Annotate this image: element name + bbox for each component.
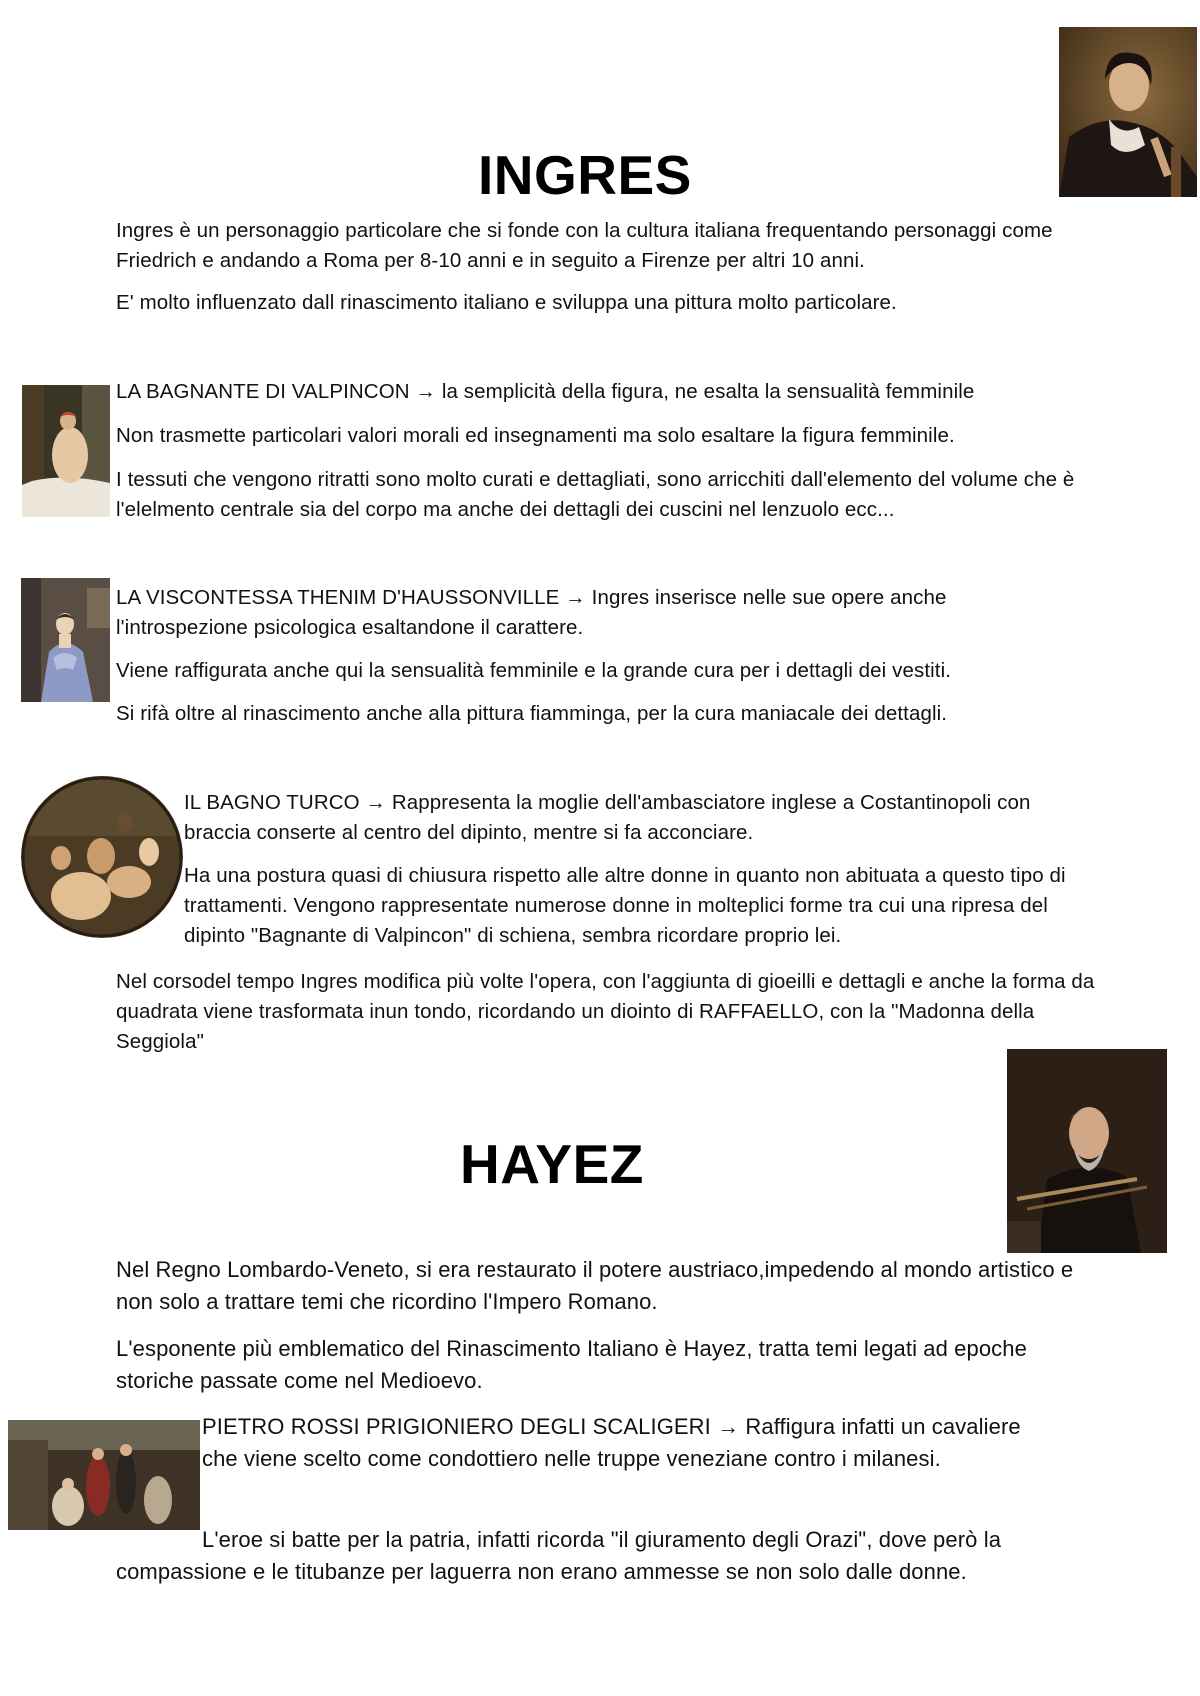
- eroe-paragraph-text: L'eroe si batte per la patria, infatti ricorda "il giuramento degli Orazi", dove però la compassione e le titubanze per laguerra non erano ammesse se non solo dalle donne.: [116, 1527, 1002, 1584]
- viscontessa-image: [21, 578, 110, 702]
- bagnante-paragraph-3: I tessuti che vengono ritratti sono molto curati e dettagliati, sono arricchiti dall'elemento del volume che è l'elelmento centrale sia del corpo ma anche dei dettagli dei cuscini nel lenzuolo ecc...: [116, 468, 1075, 521]
- viscontessa-paragraph-3: Si rifà oltre al rinascimento anche alla pittura fiamminga, per la cura maniacale dei dettagli.: [116, 702, 948, 725]
- hayez-intro-paragraph-2: L'esponente più emblematico del Rinascimento Italiano è Hayez, tratta temi legati ad epoche storiche passate come nel Medioevo.: [116, 1336, 1027, 1393]
- bagnante-paragraph-2: Non trasmette particolari valori morali ed insegnamenti ma solo esaltare la figura femminile.: [116, 424, 955, 447]
- bagnante-valpincon-image: [22, 385, 110, 517]
- bagno-turco-paragraph-2: Ha una postura quasi di chiusura rispetto alle altre donne in quanto non abituata a questo tipo di trattamenti. Vengono rappresentate numerose donne in molteplici forme tra cui una ripresa del dipinto "Bagnante di Valpincon" di schiena, sembra ricordare proprio lei.: [184, 864, 1066, 947]
- ingres-intro: [116, 216, 1096, 318]
- bagnante-paragraph-1: LA BAGNANTE DI VALPINCON → la semplicità della figura, ne esalta la sensualità femminile: [116, 380, 975, 403]
- ingres-portrait-image: [1059, 27, 1197, 197]
- bagnante-text: [116, 377, 1106, 525]
- ingres-intro-paragraph-1: Ingres è un personaggio particolare che si fonde con la cultura italiana frequentando personaggi come Friedrich e andando a Roma per 8-10 anni e in seguito a Firenze per altri 10 anni.: [116, 219, 1053, 272]
- viscontessa-paragraph-2: Viene raffigurata anche qui la sensualità femminile e la grande cura per i dettagli dei vestiti.: [116, 659, 952, 682]
- viscontessa-paragraph-1: LA VISCONTESSA THENIM D'HAUSSONVILLE → Ingres inserisce nelle sue opere anche l'introspezione psicologica esaltandone il carattere.: [116, 586, 947, 639]
- bagno-turco-paragraph-1: IL BAGNO TURCO → Rappresenta la moglie dell'ambasciatore inglese a Costantinopoli con braccia conserte al centro del dipinto, mentre si fa acconciare.: [184, 791, 1031, 844]
- bagno-turco-image: [21, 776, 183, 938]
- pietro-rossi-paragraph: PIETRO ROSSI PRIGIONIERO DEGLI SCALIGERI → Raffigura infatti un cavaliere che viene scelto come condottiero nelle truppe veneziane contro i milanesi.: [202, 1414, 1021, 1471]
- hayez-intro-paragraph-1: Nel Regno Lombardo-Veneto, si era restaurato il potere austriaco,impedendo al mondo artistico e non solo a trattare temi che ricordino l'Impero Romano.: [116, 1257, 1074, 1314]
- hayez-portrait-image: [1007, 1049, 1167, 1253]
- eroe-paragraph: [116, 1524, 1106, 1588]
- bagno-turco-note-paragraph: Nel corsodel tempo Ingres modifica più volte l'opera, con l'aggiunta di gioeilli e dettagli e anche la forma da quadrata viene trasformata inun tondo, ricordando un diointo di RAFFAELLO, con la "Madonna della Seggiola": [116, 970, 1095, 1053]
- ingres-title: INGRES: [478, 144, 692, 206]
- bagno-turco-text: [184, 788, 1084, 951]
- hayez-intro: [116, 1254, 1076, 1397]
- viscontessa-text: [116, 583, 1076, 729]
- ingres-intro-paragraph-2: E' molto influenzato dall rinascimento italiano e sviluppa una pittura molto particolare.: [116, 291, 897, 314]
- hayez-title: HAYEZ: [460, 1133, 644, 1195]
- pietro-rossi-text: [202, 1411, 1032, 1475]
- eroe-text: [116, 1524, 1106, 1588]
- pietro-rossi-image: [8, 1420, 200, 1530]
- bagno-turco-note: [116, 967, 1106, 1057]
